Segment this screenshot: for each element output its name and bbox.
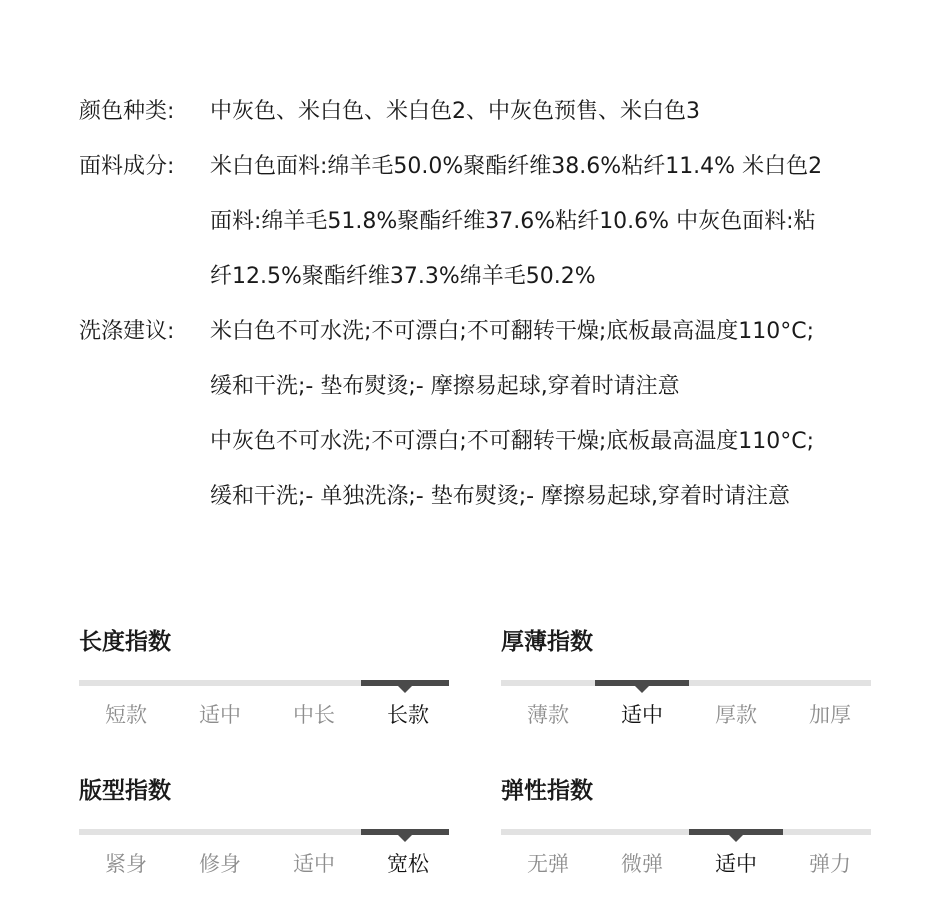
spec-line: 面料:绵羊毛51.8%聚酯纤维37.6%粘纤10.6% 中灰色面料:粘 bbox=[210, 209, 816, 234]
index-options bbox=[501, 849, 877, 879]
index-track bbox=[79, 829, 449, 835]
index-marker bbox=[689, 829, 783, 835]
index-title: 厚薄指数 bbox=[501, 629, 593, 655]
index-options bbox=[501, 700, 877, 730]
index-option: 宽松 bbox=[387, 852, 429, 876]
spec-line: 缓和干洗;- 垫布熨烫;- 摩擦易起球,穿着时请注意 bbox=[210, 374, 680, 399]
spec-row-colors bbox=[79, 84, 889, 139]
spec-line: 米白色不可水洗;不可漂白;不可翻转干燥;底板最高温度110°C; bbox=[210, 319, 815, 344]
spec-value-care bbox=[210, 304, 889, 524]
index-option: 弹力 bbox=[809, 852, 851, 876]
spec-value-colors bbox=[210, 84, 889, 139]
spec-label-colors: 颜色种类: bbox=[79, 99, 175, 124]
index-marker bbox=[361, 829, 449, 835]
index-option: 适中 bbox=[621, 703, 663, 727]
index-option: 紧身 bbox=[105, 852, 147, 876]
index-title: 版型指数 bbox=[79, 778, 171, 804]
index-option: 加厚 bbox=[809, 703, 851, 727]
spec-line: 中灰色、米白色、米白色2、中灰色预售、米白色3 bbox=[210, 99, 700, 124]
index-track bbox=[501, 829, 871, 835]
index-marker bbox=[595, 680, 689, 686]
index-option: 适中 bbox=[199, 703, 241, 727]
index-option: 长款 bbox=[387, 703, 429, 727]
spec-row-fabric bbox=[79, 139, 889, 304]
spec-line: 纤12.5%聚酯纤维37.3%绵羊毛50.2% bbox=[210, 264, 596, 289]
index-option: 厚款 bbox=[715, 703, 757, 727]
index-option: 无弹 bbox=[527, 852, 569, 876]
index-option: 适中 bbox=[715, 852, 757, 876]
index-option: 微弹 bbox=[621, 852, 663, 876]
index-option: 适中 bbox=[293, 852, 335, 876]
spec-label-fabric: 面料成分: bbox=[79, 154, 175, 179]
index-options bbox=[79, 700, 455, 730]
index-track bbox=[79, 680, 449, 686]
index-option: 薄款 bbox=[527, 703, 569, 727]
spec-line: 中灰色不可水洗;不可漂白;不可翻转干燥;底板最高温度110°C; bbox=[210, 429, 815, 454]
spec-label-care: 洗涤建议: bbox=[79, 319, 175, 344]
index-option: 中长 bbox=[293, 703, 335, 727]
index-marker bbox=[361, 680, 449, 686]
spec-row-care bbox=[79, 304, 889, 524]
index-option: 短款 bbox=[105, 703, 147, 727]
spec-line: 米白色面料:绵羊毛50.0%聚酯纤维38.6%粘纤11.4% 米白色2 bbox=[210, 154, 823, 179]
product-specs bbox=[79, 84, 889, 524]
index-track bbox=[501, 680, 871, 686]
spec-line: 缓和干洗;- 单独洗涤;- 垫布熨烫;- 摩擦易起球,穿着时请注意 bbox=[210, 484, 791, 509]
index-title: 长度指数 bbox=[79, 629, 171, 655]
index-option: 修身 bbox=[199, 852, 241, 876]
index-title: 弹性指数 bbox=[501, 778, 593, 804]
index-options bbox=[79, 849, 455, 879]
spec-value-fabric bbox=[210, 139, 889, 304]
